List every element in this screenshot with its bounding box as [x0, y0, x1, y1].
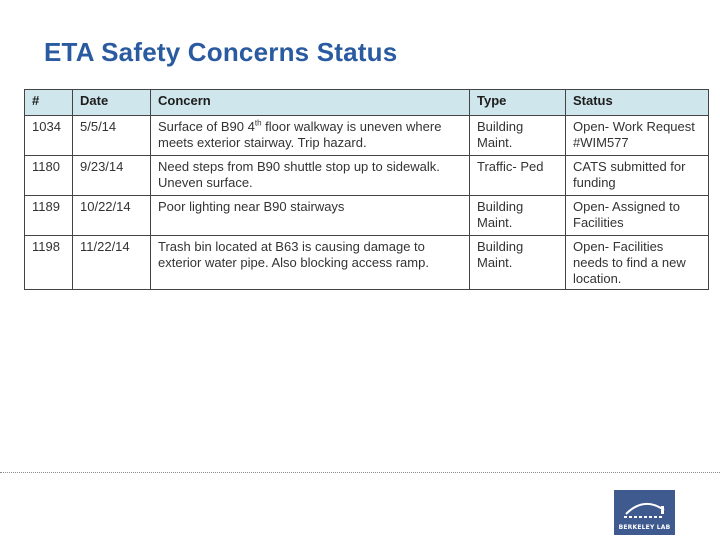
table-row — [25, 236, 709, 290]
header-number: # — [25, 90, 73, 116]
cell-date: 9/23/14 — [73, 156, 151, 196]
cell-number: 1198 — [25, 236, 73, 290]
safety-concerns-table — [24, 89, 709, 290]
cell-number: 1189 — [25, 196, 73, 236]
cell-type: Building Maint. — [470, 196, 566, 236]
concern-superscript: th — [254, 118, 262, 128]
cell-concern — [151, 116, 470, 156]
cell-date: 11/22/14 — [73, 236, 151, 290]
table-row — [25, 116, 709, 156]
concern-text-start: Surface of B90 4 — [158, 119, 255, 134]
cell-status: Open- Facilities needs to find a new location. — [566, 236, 709, 290]
cell-number: 1180 — [25, 156, 73, 196]
cell-date: 10/22/14 — [73, 196, 151, 236]
logo-text: BERKELEY LAB — [618, 524, 671, 531]
cell-type: Building Maint. — [470, 236, 566, 290]
cell-concern: Trash bin located at B63 is causing damage to exterior water pipe. Also blocking access ramp. — [151, 236, 470, 290]
page-title: ETA Safety Concerns Status — [44, 37, 398, 67]
cell-concern: Need steps from B90 shuttle stop up to sidewalk. Uneven surface. — [151, 156, 470, 196]
footer-divider — [0, 472, 720, 473]
cell-type: Building Maint. — [470, 116, 566, 156]
header-concern: Concern — [151, 90, 470, 116]
cell-number: 1034 — [25, 116, 73, 156]
header-date: Date — [73, 90, 151, 116]
cell-status: Open- Work Request #WIM577 — [566, 116, 709, 156]
header-status: Status — [566, 90, 709, 116]
cell-concern: Poor lighting near B90 stairways — [151, 196, 470, 236]
table-row — [25, 196, 709, 236]
concern-text-end: floor walkway is uneven where meets exterior stairway. Trip hazard. — [158, 119, 442, 150]
table-row — [25, 156, 709, 196]
cell-status: Open- Assigned to Facilities — [566, 196, 709, 236]
cell-date: 5/5/14 — [73, 116, 151, 156]
cell-type: Traffic- Ped — [470, 156, 566, 196]
header-type: Type — [470, 90, 566, 116]
berkeley-lab-logo — [614, 490, 675, 535]
table-header-row — [25, 90, 709, 116]
cell-status: CATS submitted for funding — [566, 156, 709, 196]
